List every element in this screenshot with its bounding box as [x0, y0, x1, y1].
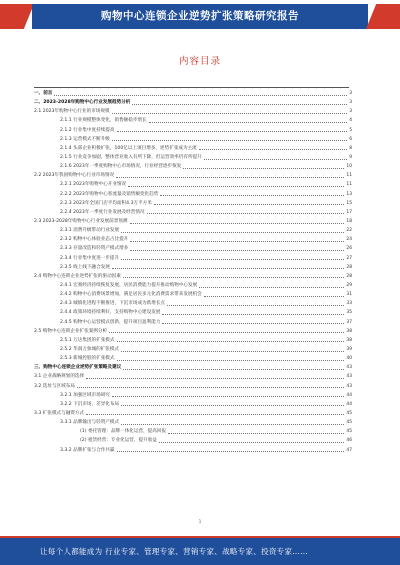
toc-entry-page: 22	[346, 228, 352, 234]
toc-entry[interactable]	[34, 427, 352, 436]
toc-entry-page: 15	[346, 200, 352, 206]
toc-entry-title: 三、购物中心连锁企业逆势扩张策略及建议	[34, 365, 122, 371]
toc-entry-title: 2.1 2023年购物中心行业的市场规模	[34, 109, 110, 115]
toc-dot-leader	[116, 177, 344, 178]
toc-entry-title: 二、2023-2028年购物中心行业发展趋势分析	[34, 100, 131, 106]
toc-entry-title: 3.2.1 加强区域市场研究	[60, 392, 110, 398]
toc-entry[interactable]	[34, 235, 352, 244]
footer-slogan: 让每个人都能成为 行业专家、管理专家、营销专家、战略专家、投资专家……	[40, 547, 308, 556]
toc-entry[interactable]	[34, 327, 352, 336]
toc-entry[interactable]	[34, 400, 352, 409]
toc-entry-page: 10	[346, 164, 352, 170]
toc-entry-title: 2.3.1 消费升级带动行业发展	[60, 228, 120, 234]
toc-dot-leader	[162, 314, 344, 315]
toc-entry-title: 3.3 扩张模式与融资方式	[34, 410, 85, 416]
toc-entry-title: 2.2 2023年我国购物中心行业市场情况	[34, 173, 115, 179]
toc-dot-leader	[160, 195, 344, 196]
footer	[0, 536, 400, 565]
toc-dot-leader	[149, 122, 348, 123]
toc-dot-leader	[199, 149, 347, 150]
toc-entry-title: (1) 委托管理：品牌一体化运营，提高回报	[80, 429, 167, 435]
toc-entry[interactable]	[34, 144, 352, 153]
toc-dot-leader	[132, 104, 347, 105]
toc-entry-page: 27	[346, 255, 352, 261]
toc-entry-page: 11	[346, 173, 352, 179]
toc-entry-page: 13	[346, 191, 352, 197]
toc-entry-title: 2.1.5 行业竞争加剧，整体营业收入有所下降，但运营效率仍有所提升	[60, 155, 202, 161]
toc-entry[interactable]	[34, 244, 352, 253]
toc-dot-leader	[159, 442, 345, 443]
toc-entry-page: 47	[346, 447, 352, 453]
table-of-contents	[34, 89, 352, 455]
toc-entry-title: 2.1.3 运营模式不断升级	[60, 136, 110, 142]
toc-entry-title: (2) 租赁经营：专业化运营，提升收益	[80, 438, 157, 444]
toc-entry-page: 38	[346, 337, 352, 343]
toc-entry-title: 3.1 企业战略规划的选择	[34, 374, 85, 380]
toc-entry[interactable]	[34, 199, 352, 208]
toc-dot-leader	[121, 424, 344, 425]
toc-entry-page: 11	[346, 182, 352, 188]
toc-entry-page: 33	[346, 301, 352, 307]
toc-entry-title: 2.3.2 购物中心体验业态占比提升	[60, 237, 129, 243]
toc-entry-page: 31	[346, 292, 352, 298]
toc-entry[interactable]	[34, 171, 352, 180]
toc-dot-leader	[168, 433, 344, 434]
toc-entry-page: 17	[346, 209, 352, 215]
toc-dot-leader	[128, 186, 344, 187]
toc-dot-leader	[154, 204, 345, 205]
toc-entry-title: 2.1.2 行业集中度持续提高	[60, 127, 115, 133]
toc-entry-title: 2.5.1 万达集团的扩张模式	[60, 337, 115, 343]
toc-dot-leader	[117, 451, 345, 452]
toc-entry[interactable]	[34, 208, 352, 217]
toc-entry-title: 3.3.1 品牌输出与轻资产模式	[60, 420, 120, 426]
report-header	[0, 0, 400, 34]
toc-entry[interactable]	[34, 445, 352, 454]
toc-entry-page: 44	[346, 401, 352, 407]
toc-entry[interactable]	[34, 363, 352, 372]
toc-entry-title: 2.2.1 2023年购物中心开业情况	[60, 182, 127, 188]
toc-dot-leader	[77, 387, 344, 388]
toc-entry-page: 6	[349, 136, 352, 142]
toc-dot-leader	[162, 323, 344, 324]
toc-entry-title: 2.3.4 行业集中度进一步提升	[60, 255, 120, 261]
toc-divider	[34, 87, 349, 88]
report-title: 购物中心连锁企业逆势扩张策略研究报告	[101, 10, 299, 22]
header-accent-left	[0, 4, 34, 29]
toc-entry-title: 2.5.2 华润万象城的扩张模式	[60, 347, 120, 352]
toc-entry-page: 44	[346, 392, 352, 398]
toc-entry-title: 2.3.5 线上线下融合发展	[60, 264, 110, 270]
toc-entry-page: 8	[349, 145, 352, 151]
toc-entry[interactable]	[34, 345, 352, 354]
toc-entry-title: 2.1.6 2023年一季度购物中心市场情况，行业经营逐步恢复	[60, 164, 182, 170]
toc-entry[interactable]	[34, 409, 352, 418]
toc-entry-page: 45	[346, 420, 352, 426]
toc-entry-title: 2.2.2 2023年购物中心客流量及销售额变化趋势	[60, 191, 159, 197]
toc-entry-page: 26	[346, 246, 352, 252]
toc-dot-leader	[121, 232, 344, 233]
toc-dot-leader	[54, 95, 347, 96]
toc-entry-title: 2.4.5 购物中心运营模式创新，提升项目盈利能力	[60, 319, 161, 325]
toc-entry-title: 2.4.3 城镇化进程不断推进，下沉市场成为新增长点	[60, 301, 166, 307]
toc-dot-leader	[112, 113, 348, 114]
toc-entry[interactable]	[34, 98, 352, 107]
toc-entry-page: 18	[346, 219, 352, 225]
toc-entry-page: 28	[346, 273, 352, 279]
toc-entry[interactable]	[34, 382, 352, 391]
toc-dot-leader	[123, 277, 345, 278]
toc-dot-leader	[112, 396, 345, 397]
toc-entry[interactable]	[34, 336, 352, 345]
toc-entry[interactable]	[34, 372, 352, 381]
toc-entry-page: 28	[346, 264, 352, 270]
toc-dot-leader	[86, 414, 344, 415]
toc-entry[interactable]	[34, 308, 352, 317]
toc-entry[interactable]	[34, 107, 352, 116]
toc-entry-page: 3	[349, 109, 352, 115]
toc-entry-page: 4	[349, 118, 352, 124]
toc-entry-page: 40	[346, 356, 352, 362]
toc-entry[interactable]	[34, 180, 352, 189]
toc-entry[interactable]	[34, 318, 352, 327]
header-accent-right	[366, 4, 400, 29]
toc-entry-page: 9	[349, 155, 352, 161]
header-title-bar	[32, 4, 368, 29]
toc-entry-title: 2.4.2 购物中心消费场景增加，满足居民多元化消费需求带来发展机会	[60, 292, 202, 298]
toc-entry-title: 3.3.2 品牌扩张与合作共赢	[60, 447, 115, 453]
toc-dot-leader	[204, 159, 347, 160]
toc-entry-title: 2.3 2023-2028年购物中心行业发展前景预测	[34, 219, 128, 225]
toc-entry[interactable]	[34, 354, 352, 363]
toc-entry-page: 35	[346, 310, 352, 316]
toc-entry-title: 2.2.4 2023年一季度行业发展及经营情况	[60, 209, 145, 215]
toc-entry[interactable]	[34, 263, 352, 272]
toc-entry-title: 2.3.3 存量改造和轻资产模式增多	[60, 246, 129, 252]
toc-dot-leader	[121, 259, 344, 260]
toc-dot-leader	[183, 168, 344, 169]
toc-entry[interactable]	[34, 290, 352, 299]
toc-dot-leader	[147, 213, 345, 214]
toc-dot-leader	[123, 369, 344, 370]
toc-entry-page: 24	[346, 237, 352, 243]
toc-entry[interactable]	[34, 418, 352, 427]
toc-dot-leader	[86, 378, 344, 379]
toc-entry[interactable]	[34, 162, 352, 171]
toc-entry-page: 37	[346, 319, 352, 325]
toc-entry-page: 43	[346, 365, 352, 371]
toc-entry-title: 2.4 购物中心连锁企业逆势扩张的驱动因素	[34, 273, 121, 279]
toc-dot-leader	[204, 296, 345, 297]
toc-entry[interactable]	[34, 281, 352, 290]
toc-entry-page: 5	[349, 127, 352, 133]
toc-entry-title: 3.2.2 下沉市场，差异化布局	[60, 401, 120, 407]
toc-dot-leader	[117, 341, 345, 342]
toc-entry[interactable]	[34, 391, 352, 400]
toc-dot-leader	[199, 287, 344, 288]
toc-entry[interactable]	[34, 126, 352, 135]
toc-dot-leader	[130, 223, 345, 224]
toc-dot-leader	[112, 140, 347, 141]
toc-entry[interactable]	[34, 89, 352, 98]
toc-dot-leader	[117, 131, 348, 132]
toc-entry[interactable]	[34, 135, 352, 144]
toc-entry-title: 2.1.1 行业规模整体变化，销售额稳步增长	[60, 118, 147, 124]
toc-entry-page: 45	[346, 429, 352, 435]
toc-entry-page: 43	[346, 383, 352, 389]
toc-entry[interactable]	[34, 272, 352, 281]
toc-entry-title: 2.4.1 宏观经济持续恢复发展，居民消费能力提升推动购物中心发展	[60, 283, 198, 289]
toc-entry-title: 2.5.3 新城控股的扩张模式	[60, 356, 115, 362]
toc-heading: 内容目录	[178, 56, 221, 67]
toc-entry[interactable]	[34, 116, 352, 125]
page-number: 1	[198, 519, 202, 524]
toc-entry-title: 2.4.4 政策环境持续利好，支持购物中心建设发展	[60, 310, 161, 316]
toc-dot-leader	[130, 241, 344, 242]
toc-entry-title: 3.2 选址与区域布局	[34, 383, 75, 389]
toc-entry-page: 39	[346, 347, 352, 352]
toc-entry[interactable]	[34, 217, 352, 226]
toc-entry-title: 2.1.4 头部企业积极扩张，100亿以上项目增多，逆势扩张成为主流	[60, 145, 197, 151]
toc-entry-title: 一、前言	[34, 91, 53, 97]
toc-entry[interactable]	[34, 254, 352, 263]
toc-entry[interactable]	[34, 226, 352, 235]
toc-dot-leader	[121, 351, 344, 352]
toc-dot-leader	[121, 405, 344, 406]
toc-entry-title: 2.2.3 2023年全国门店平均面积4.3万平方米	[60, 200, 152, 206]
toc-entry-title: 2.5 购物中心连锁企业扩张案例分析	[34, 328, 108, 334]
toc-entry[interactable]	[34, 299, 352, 308]
toc-entry-page: 38	[346, 328, 352, 334]
toc-dot-leader	[167, 305, 344, 306]
toc-entry-page: 3	[349, 91, 352, 97]
toc-dot-leader	[109, 332, 344, 333]
toc-dot-leader	[130, 250, 344, 251]
toc-entry-page: 3	[349, 100, 352, 106]
toc-entry[interactable]	[34, 190, 352, 199]
toc-entry-page: 45	[346, 410, 352, 416]
toc-entry-page: 43	[346, 374, 352, 380]
toc-entry[interactable]	[34, 153, 352, 162]
toc-entry-page: 46	[346, 438, 352, 444]
toc-entry-page: 29	[346, 283, 352, 289]
toc-dot-leader	[117, 360, 345, 361]
toc-entry[interactable]	[34, 436, 352, 445]
toc-dot-leader	[112, 268, 345, 269]
